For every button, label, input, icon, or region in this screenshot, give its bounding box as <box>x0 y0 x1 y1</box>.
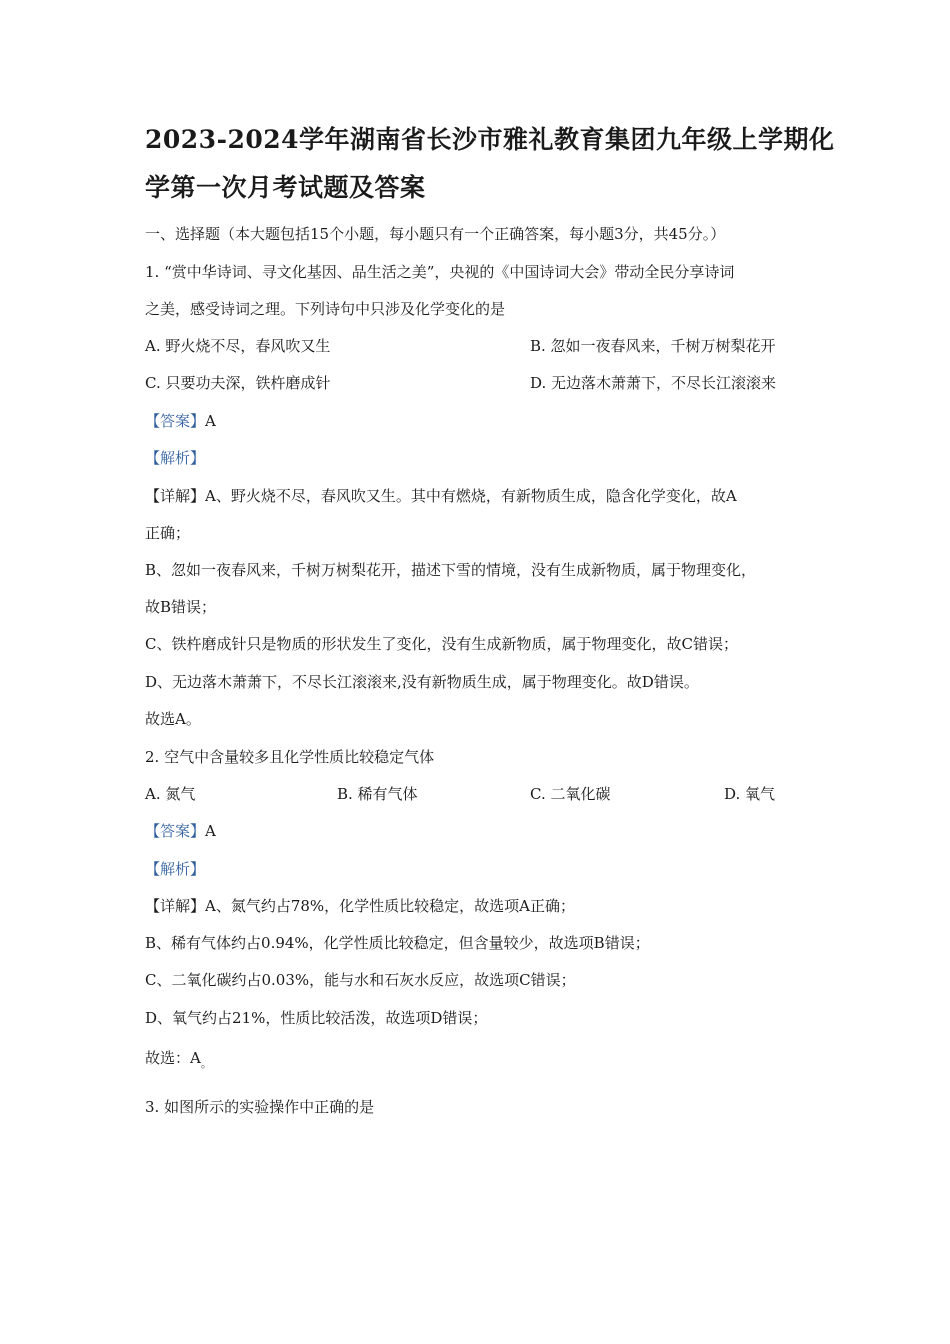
q1-detail-line-2: 正确； <box>145 524 191 542</box>
q2-option-c: C. 二氧化碳 <box>530 785 611 803</box>
q1-answer-value: A <box>205 412 216 430</box>
q2-detail-line-2: B、稀有气体约占0.94%，化学性质比较稳定，但含量较少，故选项B错误； <box>145 934 650 952</box>
section-heading: 一、选择题（本大题包括15个小题，每小题只有一个正确答案，每小题3分，共45分。） <box>145 225 726 243</box>
q2-option-d: D. 氧气 <box>724 785 776 803</box>
q3-stem: 3. 如图所示的实验操作中正确的是 <box>145 1098 375 1116</box>
q1-option-b: B. 忽如一夜春风来，千树万树梨花开 <box>530 337 776 355</box>
q2-choose <box>145 1047 212 1071</box>
document-title-line-1: 2023-2024学年湖南省长沙市雅礼教育集团九年级上学期化 <box>145 125 835 154</box>
q2-choose-main: 故选：A <box>145 1049 201 1067</box>
q2-analysis-tag: 【解析】 <box>145 860 206 878</box>
q2-answer-value: A <box>205 822 216 840</box>
q1-answer-tag: 【答案】 <box>145 412 206 430</box>
q2-answer-tag: 【答案】 <box>145 822 206 840</box>
q2-choose-period: 。 <box>200 1057 212 1070</box>
q1-detail-line-4: 故B错误； <box>145 598 217 616</box>
q2-stem: 2. 空气中含量较多且化学性质比较稳定气体 <box>145 748 435 766</box>
q1-option-d: D. 无边落木萧萧下，不尽长江滚滚来 <box>530 374 777 392</box>
q2-detail-line-1: 【详解】A、氮气约占78%，化学性质比较稳定，故选项A正确； <box>145 897 576 915</box>
q1-detail-line-1: 【详解】A、野火烧不尽，春风吹又生。其中有燃烧，有新物质生成，隐含化学变化，故A <box>145 487 737 505</box>
q1-option-c: C. 只要功夫深，铁杵磨成针 <box>145 374 331 392</box>
q1-analysis-tag: 【解析】 <box>145 449 206 467</box>
q2-answer <box>145 820 216 842</box>
q2-detail-line-4: D、氧气约占21%，性质比较活泼，故选项D错误； <box>145 1009 488 1027</box>
q1-choose: 故选A。 <box>145 710 201 728</box>
q1-detail-line-5: C、铁杵磨成针只是物质的形状发生了变化，没有生成新物质，属于物理变化，故C错误； <box>145 635 738 653</box>
q1-detail-line-6: D、无边落木萧萧下，不尽长江滚滚来,没有新物质生成，属于物理变化。故D错误。 <box>145 673 699 691</box>
q2-detail-line-3: C、二氧化碳约占0.03%，能与水和石灰水反应，故选项C错误； <box>145 971 576 989</box>
q1-option-a: A. 野火烧不尽，春风吹又生 <box>145 337 331 355</box>
q2-option-b: B. 稀有气体 <box>337 785 418 803</box>
q1-stem-line-1: 1. “赏中华诗词、寻文化基因、品生活之美”，央视的《中国诗词大会》带动全民分享诗词 <box>145 263 735 281</box>
q1-detail-line-3: B、忽如一夜春风来，千树万树梨花开，描述下雪的情境，没有生成新物质，属于物理变化， <box>145 561 757 579</box>
q1-stem-line-2: 之美，感受诗词之理。下列诗句中只涉及化学变化的是 <box>145 300 506 318</box>
q1-answer <box>145 410 216 432</box>
document-title-line-2: 学第一次月考试题及答案 <box>145 173 426 202</box>
q2-option-a: A. 氮气 <box>145 785 196 803</box>
